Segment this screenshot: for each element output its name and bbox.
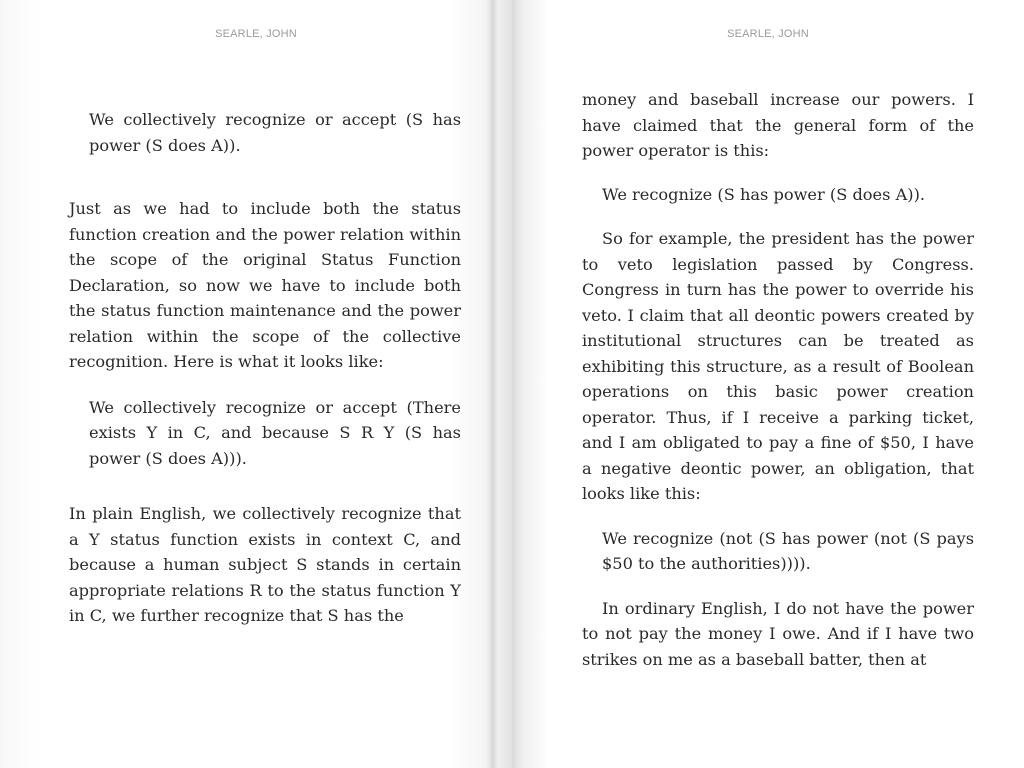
running-head: SEARLE, JOHN bbox=[215, 28, 297, 40]
page-text bbox=[582, 87, 974, 672]
running-head: SEARLE, JOHN bbox=[727, 28, 809, 40]
block-quote: We recognize (S has power (S does A)). bbox=[602, 184, 926, 204]
block-quote: We recognize (not (S has power (not (S pays $50 to the authorities)))). bbox=[602, 528, 974, 573]
paragraph: money and baseball increase our powers. I have claimed that the general form of the power operator is this: bbox=[582, 90, 974, 160]
page-text bbox=[69, 107, 461, 629]
paragraph: So for example, the president has the power to veto legislation passed by Congress. Congress in turn has the power to override his veto. I claim that all deontic powers created by institutional structures can be treated as exhibiting this structure, as a result of Boolean operations on this basic power creation operator. Thus, if I receive a parking ticket, and I am obligated to pay a fine of $50, I have a negative deontic power, an obligation, that looks like this: bbox=[582, 229, 974, 503]
paragraph: Just as we had to include both the status function creation and the power relation within the scope of the original Status Function Declaration, so now we have to include both the status function maintenance and the power relation within the scope of the collective recognition. Here is what it looks like: bbox=[69, 199, 461, 371]
right-page[interactable] bbox=[512, 0, 1024, 768]
block-quote: We collectively recognize or accept (S has power (S does A)). bbox=[89, 110, 461, 155]
block-quote: We collectively recognize or accept (There exists Y in C, and because S R Y (S has power (S does A))). bbox=[89, 397, 461, 468]
paragraph: In ordinary English, I do not have the power to not pay the money I owe. And if I have two strikes on me as a baseball batter, then at bbox=[582, 598, 974, 669]
paragraph: In plain English, we collectively recognize that a Y status function exists in context C, and because a human subject S stands in certain appropriate relations R to the status function Y in C, we further recognize that S has the bbox=[69, 504, 461, 625]
